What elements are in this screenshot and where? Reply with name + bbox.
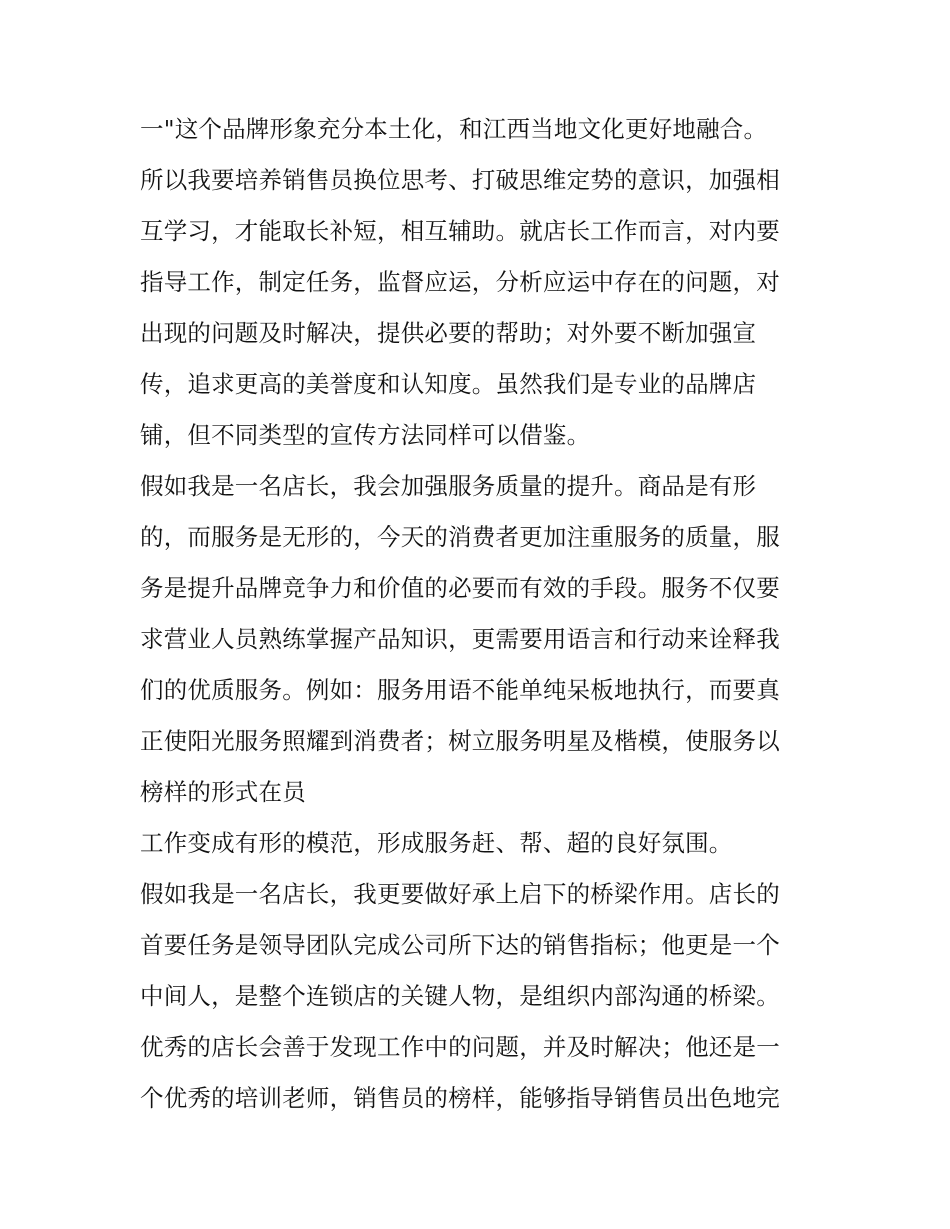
text-line: 出现的问题及时解决，提供必要的帮助；对外要不断加强宣	[140, 319, 757, 347]
text-line: 指导工作，制定任务，监督应运，分析应运中存在的问题，对	[140, 268, 780, 296]
text-line: 互学习，才能取长补短，相互辅助。就店长工作而言，对内要	[140, 217, 780, 245]
text-line: 假如我是一名店长，我会加强服务质量的提升。商品是有形	[140, 472, 757, 500]
text-line: 的，而服务是无形的，今天的消费者更加注重服务的质量，服	[140, 523, 780, 551]
text-line: 中间人，是整个连锁店的关键人物，是组织内部沟通的桥梁。	[140, 982, 780, 1010]
text-line: 首要任务是领导团队完成公司所下达的销售指标；他更是一个	[140, 931, 780, 959]
text-line: 们的优质服务。例如：服务用语不能单纯呆板地执行，而要真	[140, 676, 780, 704]
text-line: 个优秀的培训老师，销售员的榜样，能够指导销售员出色地完	[140, 1084, 780, 1112]
text-line: 假如我是一名店长，我更要做好承上启下的桥梁作用。店长的	[140, 880, 780, 908]
document-body	[140, 104, 820, 1124]
text-line: 求营业人员熟练掌握产品知识，更需要用语言和行动来诠释我	[140, 625, 780, 653]
text-line: 正使阳光服务照耀到消费者；树立服务明星及楷模，使服务以	[140, 727, 780, 755]
text-line: 传，追求更高的美誉度和认知度。虽然我们是专业的品牌店	[140, 370, 757, 398]
text-line: 铺，但不同类型的宣传方法同样可以借鉴。	[140, 421, 591, 449]
text-line: 务是提升品牌竞争力和价值的必要而有效的手段。服务不仅要	[140, 574, 780, 602]
text-line: 优秀的店长会善于发现工作中的问题，并及时解决；他还是一	[140, 1033, 780, 1061]
text-line: 所以我要培养销售员换位思考、打破思维定势的意识，加强相	[140, 166, 780, 194]
text-line: 榜样的形式在员	[140, 778, 306, 806]
text-line: 一"这个品牌形象充分本土化，和江西当地文化更好地融合。	[140, 115, 768, 143]
text-line: 工作变成有形的模范，形成服务赶、帮、超的良好氛围。	[140, 829, 733, 857]
